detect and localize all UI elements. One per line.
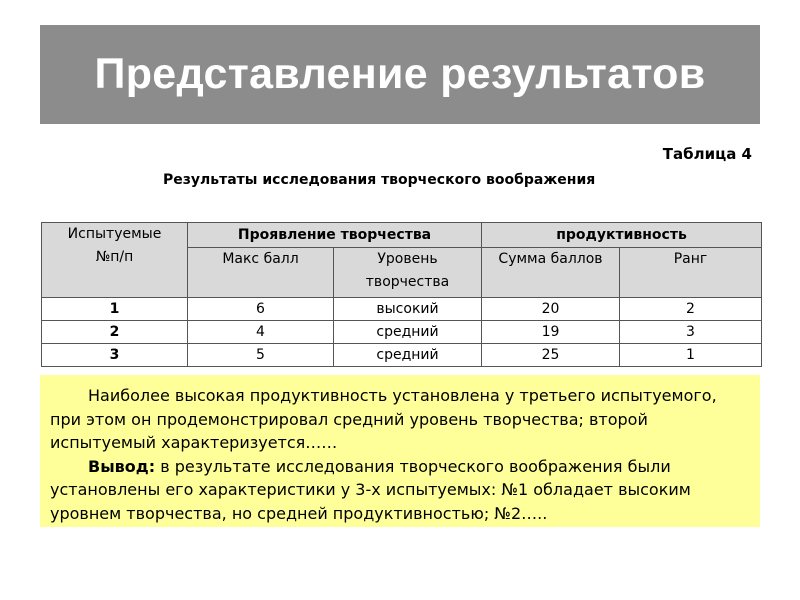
max-score-cell: 6 xyxy=(188,298,334,321)
level-cell: высокий xyxy=(334,298,482,321)
rank-header-cell xyxy=(620,248,762,298)
table-number-label: Таблица 4 xyxy=(662,145,752,163)
rank-header: Ранг xyxy=(673,251,708,267)
max-score-cell: 4 xyxy=(188,321,334,344)
subjects-header-line1: Испытуемые xyxy=(67,226,162,242)
sum-header-cell xyxy=(482,248,620,298)
rank-cell: 3 xyxy=(620,321,762,344)
level-cell: средний xyxy=(334,321,482,344)
rank-cell: 2 xyxy=(620,298,762,321)
table-row xyxy=(42,298,762,321)
rank-cell: 1 xyxy=(620,344,762,367)
conclusion-text: в результате исследования творческого воображения были установлены его характеристики у 3-х испытуемых: №1 обладает высоким уровнем творчества, но средней продуктивностью; №2….. xyxy=(50,456,691,523)
conclusion-box xyxy=(40,375,760,527)
page-title: Представление результатов xyxy=(94,50,706,98)
sum-header: Сумма баллов xyxy=(498,251,603,267)
findings-paragraph: Наиболее высокая продуктивность установлена у третьего испытуемого, при этом он продемонстрировал средний уровень творчества; второй испытуемый характеризуется…… xyxy=(50,386,717,452)
max-score-header: Макс балл xyxy=(222,251,299,267)
subjects-header-line2: №п/п xyxy=(95,249,134,265)
max-score-cell: 5 xyxy=(188,344,334,367)
conclusion-paragraph xyxy=(50,455,750,526)
subjects-header-cell xyxy=(42,223,188,298)
table-row xyxy=(42,344,762,367)
subject-number-cell: 1 xyxy=(42,298,188,321)
sum-cell: 19 xyxy=(482,321,620,344)
results-table xyxy=(41,222,762,367)
sum-cell: 25 xyxy=(482,344,620,367)
productivity-header: продуктивность xyxy=(482,223,762,248)
conclusion-lead: Вывод: xyxy=(88,456,156,476)
creativity-header: Проявление творчества xyxy=(188,223,482,248)
table-row xyxy=(42,321,762,344)
level-header-cell xyxy=(334,248,482,298)
sum-cell: 20 xyxy=(482,298,620,321)
subject-number-cell: 2 xyxy=(42,321,188,344)
level-cell: средний xyxy=(334,344,482,367)
subject-number-cell: 3 xyxy=(42,344,188,367)
title-banner xyxy=(40,25,760,124)
level-header-line1: Уровень xyxy=(377,251,438,267)
table-caption: Результаты исследования творческого воображения xyxy=(163,172,596,188)
max-score-header-cell xyxy=(188,248,334,298)
level-header-line2: творчества xyxy=(365,274,450,290)
